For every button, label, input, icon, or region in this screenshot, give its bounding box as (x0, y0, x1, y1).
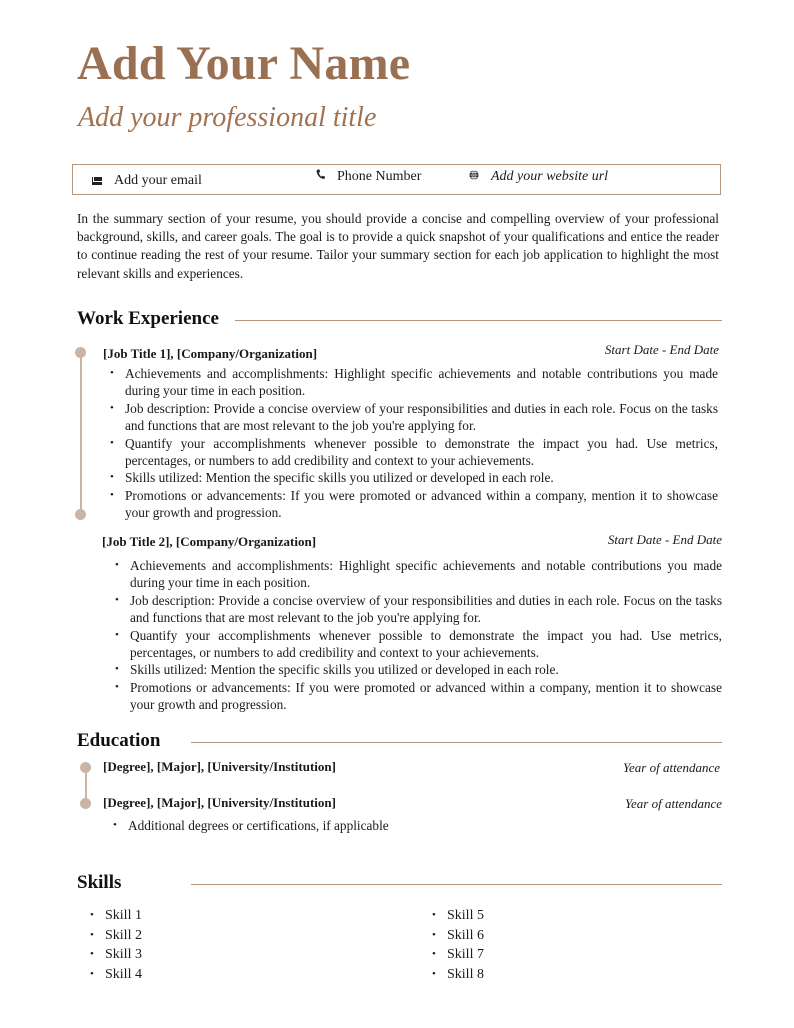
phone-icon (316, 169, 325, 185)
skill-item: • Skill 3 (77, 945, 142, 965)
job-2-bullets (108, 557, 722, 714)
work-experience-heading: Work Experience (77, 308, 219, 329)
globe-icon (469, 169, 479, 185)
contact-website (469, 162, 608, 191)
professional-title: Add your professional title (78, 102, 377, 133)
list-item: • Quantify your accomplishments whenever possible to demonstrate the impact you had. Use metrics, percentages, or numbers to add credibility and context to your achievements. (103, 435, 718, 470)
list-item: • Job description: Provide a concise overview of your responsibilities and duties in each role. Focus on the tasks and functions that are most relevant to the job you're applying for. (103, 400, 718, 435)
timeline-line (80, 355, 82, 513)
skill-item: • Skill 1 (77, 906, 142, 926)
contact-phone (316, 162, 421, 191)
email-text: Add your email (114, 172, 202, 188)
work-experience-rule (235, 320, 722, 321)
contact-email (92, 166, 202, 195)
skills-list-right (419, 906, 484, 984)
list-item: • Promotions or advancements: If you were promoted or advanced within a company, mention it to showcase your growth and progression. (108, 679, 722, 714)
skills-list-left (77, 906, 142, 984)
education-heading: Education (77, 730, 161, 751)
list-item: • Job description: Provide a concise overview of your responsibilities and duties in each role. Focus on the tasks and functions that are most relevant to the job you're applying for. (108, 592, 722, 627)
education-2-year: Year of attendance (624, 796, 722, 811)
education-1-year: Year of attendance (622, 760, 720, 775)
skill-item: • Skill 6 (419, 926, 484, 946)
education-dot-end (80, 798, 91, 809)
education-timeline-line (85, 770, 87, 800)
education-rule (191, 742, 722, 743)
skill-item: • Skill 7 (419, 945, 484, 965)
list-item: • Additional degrees or certifications, if applicable (106, 817, 506, 834)
list-item: • Skills utilized: Mention the specific skills you utilized or developed in each role. (103, 469, 718, 486)
list-item: • Skills utilized: Mention the specific skills you utilized or developed in each role. (108, 661, 722, 678)
envelope-icon (92, 177, 102, 185)
summary-paragraph: In the summary section of your resume, you should provide a concise and compelling overview of your professional background, skills, and career goals. The goal is to provide a quick snapshot of your qualifications and entice the reader to continue reading the rest of your resume. Tailor your summary section for each job application to highlight the most relevant skills and experiences. (77, 211, 719, 281)
list-item: • Quantify your accomplishments whenever possible to demonstrate the impact you had. Use metrics, percentages, or numbers to add credibility and context to your achievements. (108, 627, 722, 662)
list-item: • Achievements and accomplishments: Highlight specific achievements and notable contributions you made during your time in each position. (103, 365, 718, 400)
list-item: • Promotions or advancements: If you were promoted or advanced within a company, mention it to showcase your growth and progression. (103, 487, 718, 522)
education-2-degree: [Degree], [Major], [University/Institution] (103, 795, 336, 810)
job-1-bullets (103, 365, 718, 522)
job-1-title: [Job Title 1], [Company/Organization] (103, 346, 318, 361)
education-1-degree: [Degree], [Major], [University/Institution] (103, 759, 336, 774)
phone-text: Phone Number (337, 168, 422, 184)
timeline-dot-end (75, 509, 86, 520)
job-1-dates: Start Date - End Date (604, 342, 719, 357)
skills-rule (191, 884, 722, 885)
job-2-title: [Job Title 2], [Company/Organization] (102, 534, 317, 549)
skill-item: • Skill 8 (419, 965, 484, 985)
website-text: Add your website url (491, 168, 609, 184)
skills-heading: Skills (77, 872, 122, 893)
education-notes (106, 817, 506, 834)
skill-item: • Skill 2 (77, 926, 142, 946)
skill-item: • Skill 5 (419, 906, 484, 926)
skill-item: • Skill 4 (77, 965, 142, 985)
list-item: • Achievements and accomplishments: Highlight specific achievements and notable contributions you made during your time in each position. (108, 557, 722, 592)
job-2-dates: Start Date - End Date (607, 532, 722, 547)
contact-bar (72, 164, 721, 195)
resume-name: Add Your Name (77, 37, 411, 90)
